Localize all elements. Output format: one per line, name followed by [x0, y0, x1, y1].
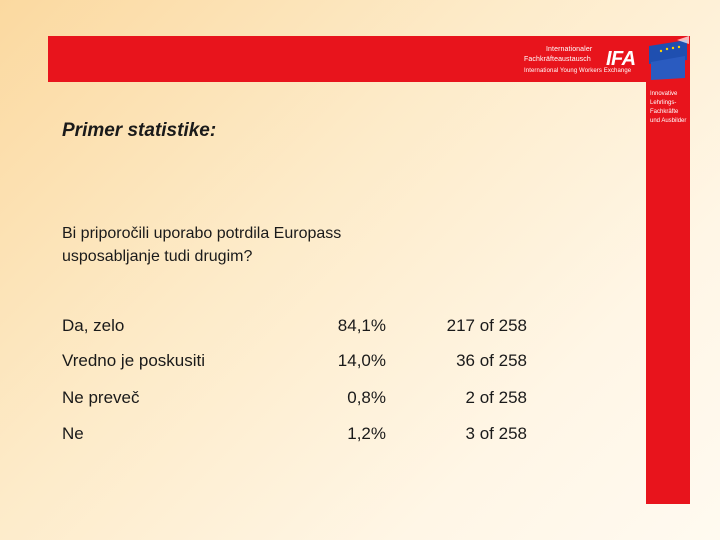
- result-row: [62, 388, 542, 412]
- result-count: 36 of 258: [456, 351, 527, 370]
- ifa-logo: [522, 42, 644, 80]
- logo-line-1: Internationaler: [546, 46, 593, 53]
- side-band: [646, 82, 690, 504]
- result-label: Vredno je poskusiti: [62, 351, 206, 370]
- result-row: [62, 424, 542, 448]
- side-caption-line: Fachkräfte: [650, 109, 679, 115]
- result-label: Ne: [62, 424, 84, 443]
- eu-flag-icon: [647, 36, 689, 82]
- result-count: 217 of 258: [446, 316, 527, 335]
- result-label: Da, zelo: [62, 316, 125, 335]
- question-line-2: usposabljanje tudi drugim?: [62, 248, 253, 265]
- result-percent: 14,0%: [337, 351, 386, 370]
- side-caption: [650, 90, 686, 126]
- question-line-1: Bi priporočili uporabo potrdila Europass: [62, 225, 342, 242]
- result-percent: 1,2%: [347, 424, 386, 443]
- survey-question: [62, 222, 482, 268]
- result-row: [62, 351, 542, 375]
- logo-brand: IFA: [606, 48, 636, 70]
- logo-line-2: Fachkräfteaustausch: [524, 56, 591, 63]
- result-row: [62, 316, 542, 340]
- slide-title: Primer statistike:: [62, 120, 217, 141]
- result-count: 3 of 258: [465, 424, 527, 443]
- side-caption-line: und Ausbilder: [650, 118, 687, 124]
- result-percent: 84,1%: [337, 316, 386, 335]
- logo-line-3: International Young Workers Exchange: [524, 68, 632, 74]
- side-caption-line: Lehrlings-: [650, 100, 677, 106]
- result-label: Ne preveč: [62, 388, 140, 407]
- result-percent: 0,8%: [347, 388, 386, 407]
- side-caption-line: Innovative: [650, 91, 678, 97]
- result-count: 2 of 258: [465, 388, 527, 407]
